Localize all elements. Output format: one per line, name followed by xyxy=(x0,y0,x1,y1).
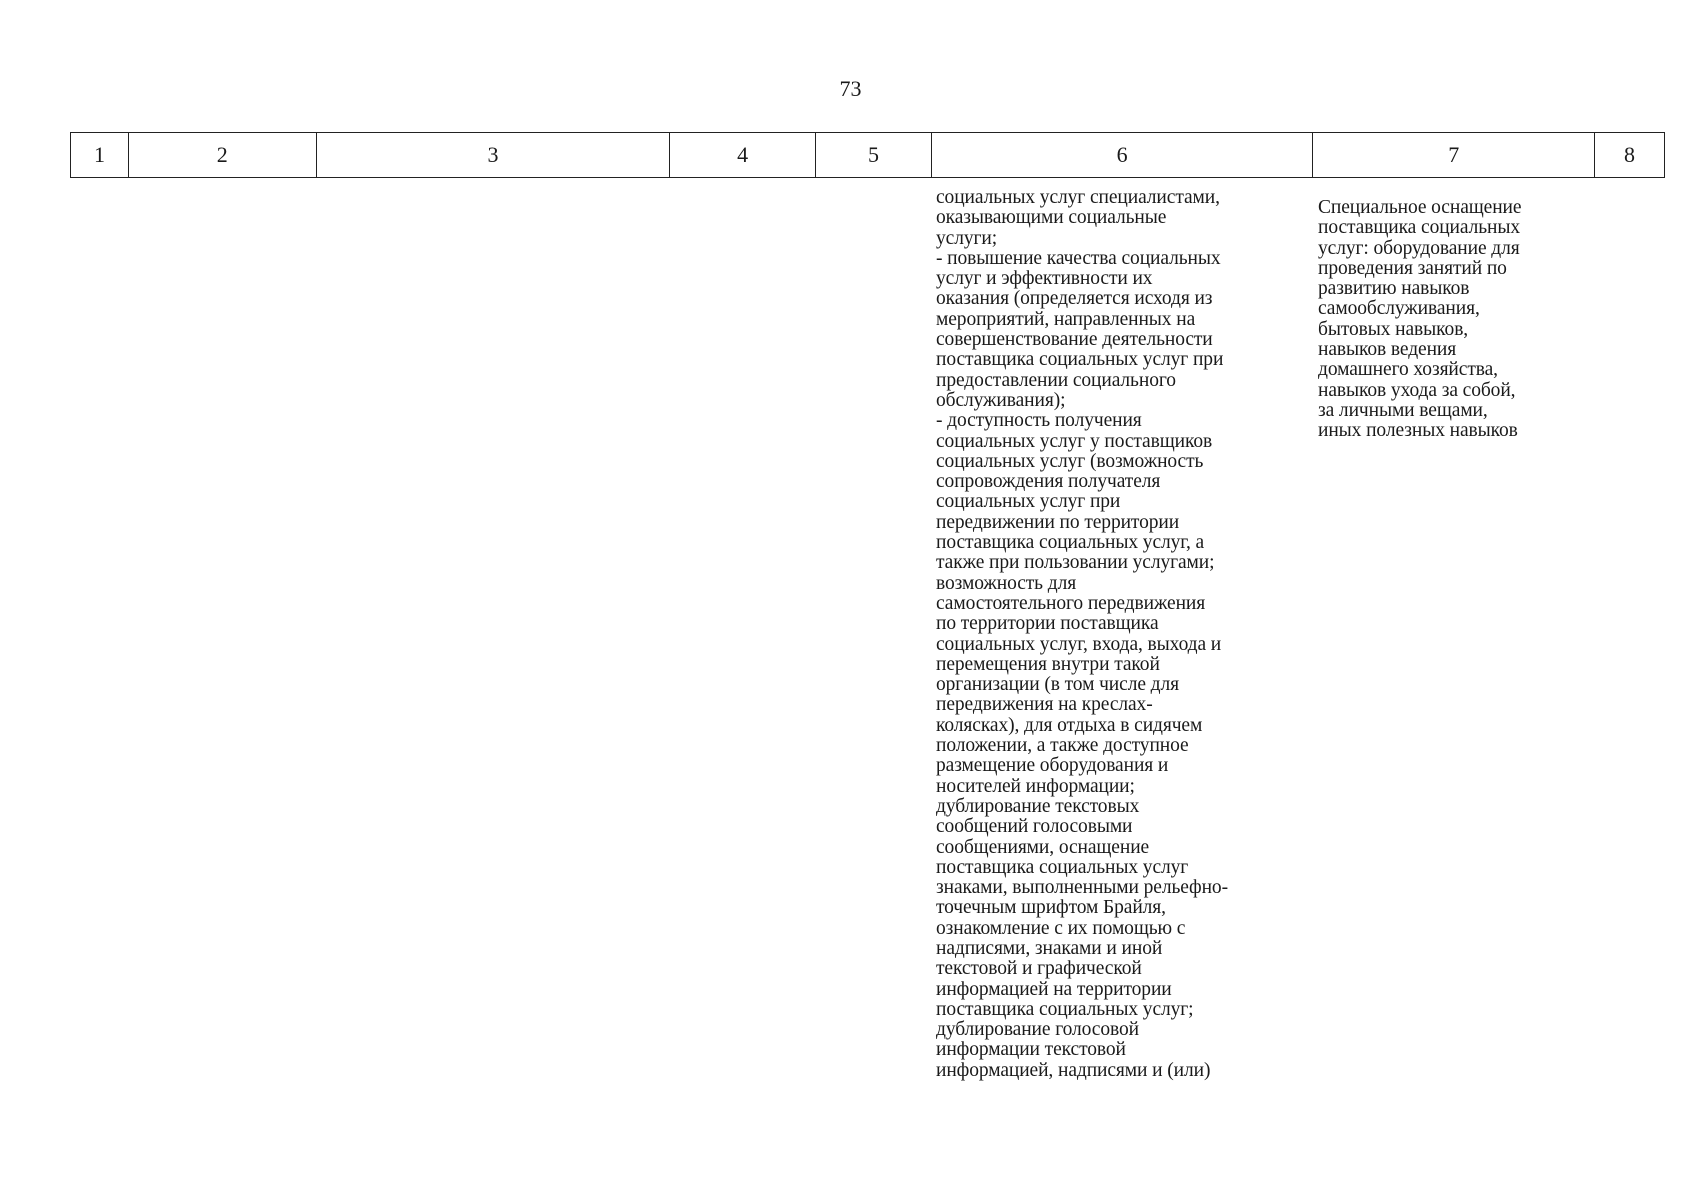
header-cell-8: 8 xyxy=(1624,142,1636,167)
header-cell-7: 7 xyxy=(1313,133,1595,177)
header-cell-5: 5 xyxy=(816,133,932,177)
column-6-text: социальных услуг специалистами, оказывающими социальные услуги; - повышение качества социальных услуг и эффективности их оказания (определяется исходя из мероприятий, направленных на совершенствование деятельности поставщика социальных услуг при предоставлении социального обслуживания); - доступность получения социальных услуг у поставщиков социальных услуг (возможность сопровождения получателя социальных услуг при передвижении по территории поставщика социальных услуг, а также при пользовании услугами; возможность для самостоятельного передвижения по территории поставщика социальных услуг, входа, выхода и перемещения внутри такой организации (в том числе для передвижения на креслах- колясках), для отдыха в сидячем положении, а также доступное размещение оборудования и носителей информации; дублирование текстовых сообщений голосовыми сообщениями, оснащение поставщика социальных услуг знаками, выполненными рельефно- точечным шрифтом Брайля, ознакомление с их помощью с надписями, знаками и иной текстовой и графической информацией на территории поставщика социальных услуг; дублирование голосовой информации текстовой информацией, надписями и (или) xyxy=(936,187,1228,1081)
header-cell-6: 6 xyxy=(932,133,1314,177)
header-cell-3: 3 xyxy=(317,133,671,177)
header-cell-4: 4 xyxy=(670,133,816,177)
page-number: 73 xyxy=(839,76,862,101)
column-7-text: Специальное оснащение поставщика социальных услуг: оборудование для проведения занятий по развитию навыков самообслуживания, бытовых навыков, навыков ведения домашнего хозяйства, навыков ухода за собой, за личными вещами, иных полезных навыков xyxy=(1318,197,1522,442)
header-cell-1: 1 xyxy=(71,133,129,177)
table-header-row xyxy=(70,132,1665,178)
header-cell-2: 2 xyxy=(129,133,317,177)
